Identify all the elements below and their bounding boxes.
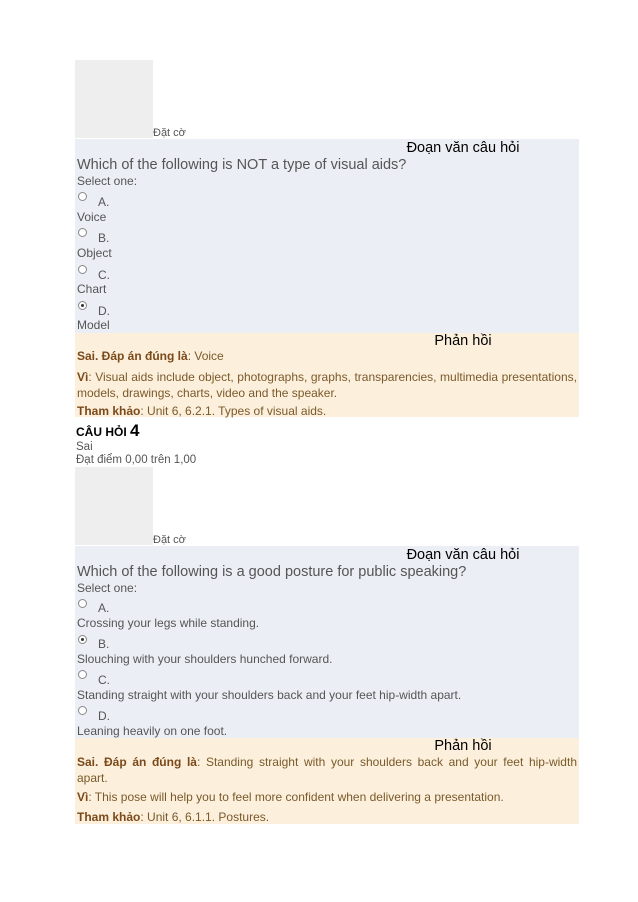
option-b-text[interactable]: Object [77, 246, 112, 260]
feedback-section-title: Phản hồi [434, 333, 492, 349]
question-panel [75, 546, 579, 738]
option-d-radio-selected[interactable] [78, 301, 87, 310]
question-text: Which of the following is a good posture for public speaking? [77, 564, 467, 580]
option-c-text[interactable]: Standing straight with your shoulders back and your feet hip-width apart. [77, 688, 462, 702]
flag-placeholder [75, 60, 153, 138]
option-c-letter: C. [98, 673, 110, 687]
feedback-section-title: Phản hồi [434, 738, 492, 754]
option-a-text[interactable]: Crossing your legs while standing. [77, 616, 260, 630]
option-a-text[interactable]: Voice [77, 210, 107, 224]
reference-line: Tham khảo: Unit 6, 6.2.1. Types of visual aids. [77, 404, 327, 418]
option-a-radio[interactable] [78, 599, 87, 608]
option-a-letter: A. [98, 195, 110, 209]
flag-question-link[interactable]: Đặt cờ [153, 534, 186, 546]
question-panel [75, 139, 579, 333]
option-c-radio[interactable] [78, 670, 87, 679]
option-b-text[interactable]: Slouching with your shoulders hunched forward. [77, 652, 333, 666]
question-score: Đạt điểm 0,00 trên 1,00 [76, 454, 197, 466]
option-d-letter: D. [98, 304, 110, 318]
select-one-label: Select one: [77, 581, 138, 595]
option-b-letter: B. [98, 637, 110, 651]
feedback-panel [75, 333, 579, 417]
question-status: Sai [76, 441, 93, 453]
correct-answer-line: Sai. Đáp án đúng là: Standing straight with your shoulders back and your feet hip-width apart. [77, 755, 577, 785]
explanation-line: Vì: This pose will help you to feel more confident when delivering a presentation. [77, 790, 504, 804]
question-text: Which of the following is NOT a type of visual aids? [77, 157, 407, 173]
option-d-radio[interactable] [78, 706, 87, 715]
select-one-label: Select one: [77, 174, 138, 188]
option-d-text[interactable]: Model [77, 318, 110, 332]
option-a-radio[interactable] [78, 192, 87, 201]
question-number-heading: CÂU HỎI 4 [76, 421, 140, 440]
question-section-title: Đoạn văn câu hỏi [406, 140, 520, 156]
option-a-letter: A. [98, 601, 110, 615]
option-c-radio[interactable] [78, 265, 87, 274]
option-c-letter: C. [98, 268, 110, 282]
reference-line: Tham khảo: Unit 6, 6.1.1. Postures. [77, 810, 270, 824]
correct-answer-line: Sai. Đáp án đúng là: Voice [77, 349, 224, 363]
option-b-radio[interactable] [78, 228, 87, 237]
option-d-letter: D. [98, 709, 110, 723]
flag-question-link[interactable]: Đặt cờ [153, 127, 186, 139]
explanation-line: Vì: Visual aids include object, photographs, graphs, transparencies, multimedia presentations, models, drawings, charts, video and the speaker. [77, 370, 577, 400]
flag-placeholder [75, 467, 153, 545]
feedback-panel [75, 738, 579, 824]
option-b-radio-selected[interactable] [78, 635, 87, 644]
option-b-letter: B. [98, 231, 110, 245]
question-section-title: Đoạn văn câu hỏi [406, 547, 520, 563]
option-c-text[interactable]: Chart [77, 282, 107, 296]
option-d-text[interactable]: Leaning heavily on one foot. [77, 724, 228, 738]
